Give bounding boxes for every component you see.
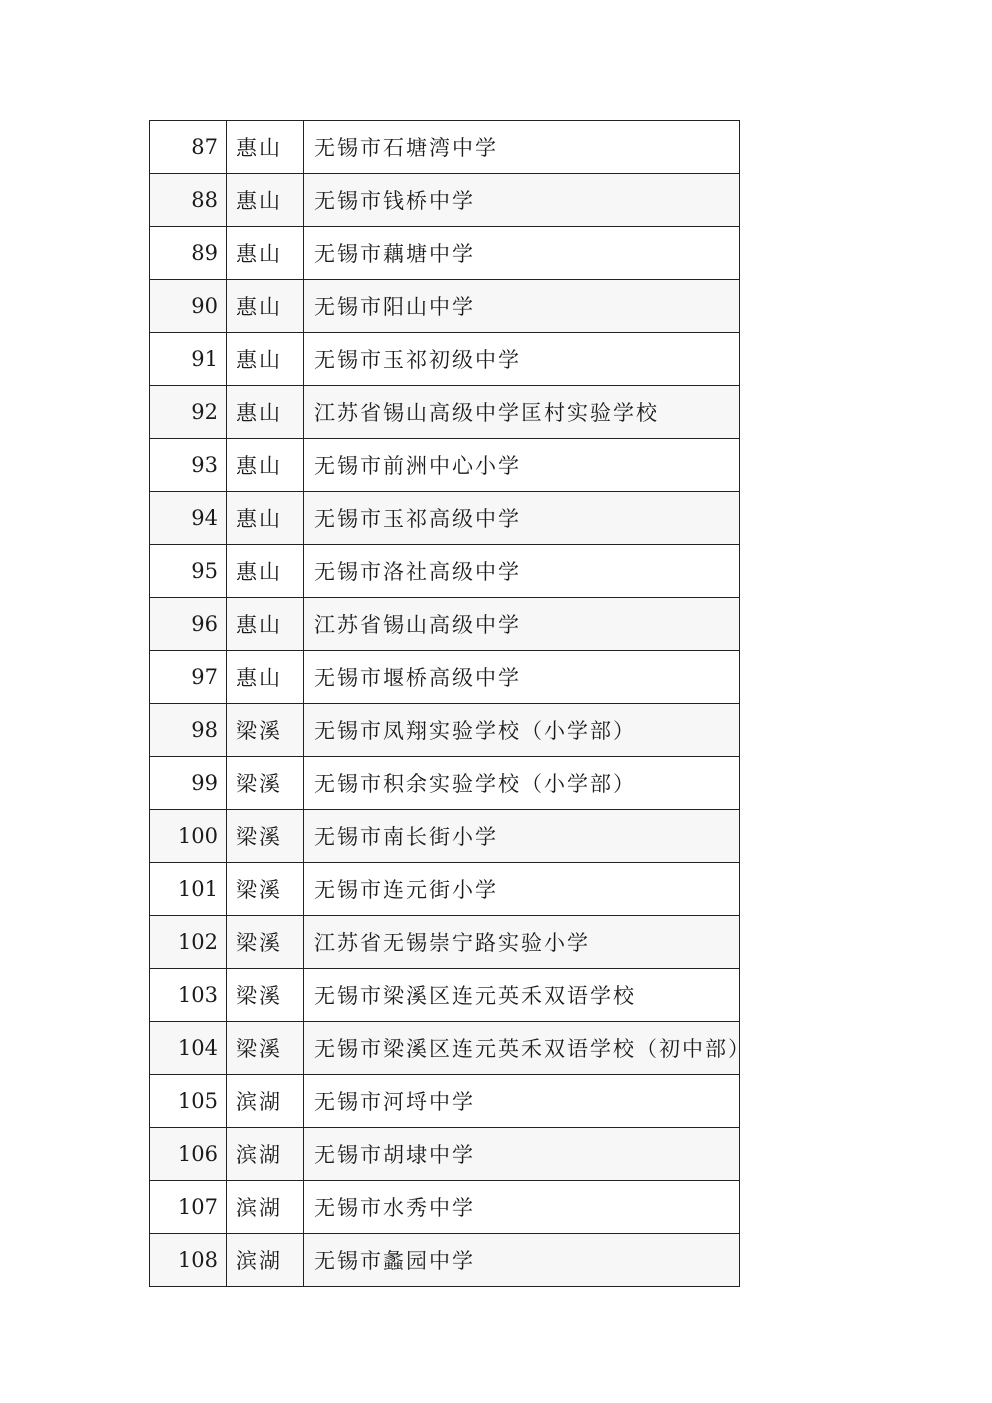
table-row <box>150 439 740 492</box>
district-cell: 惠山 <box>227 386 304 439</box>
row-number-cell: 108 <box>150 1234 227 1287</box>
row-number-cell: 105 <box>150 1075 227 1128</box>
district-cell: 梁溪 <box>227 1022 304 1075</box>
row-number-cell: 106 <box>150 1128 227 1181</box>
table-row <box>150 545 740 598</box>
district-cell: 滨湖 <box>227 1128 304 1181</box>
school-list-table <box>149 120 751 1287</box>
table-row <box>150 333 740 386</box>
table-row <box>150 598 740 651</box>
district-cell: 梁溪 <box>227 969 304 1022</box>
table-row <box>150 1075 740 1128</box>
row-number-cell: 103 <box>150 969 227 1022</box>
school-name-cell: 江苏省无锡崇宁路实验小学 <box>304 916 740 969</box>
table-row <box>150 969 740 1022</box>
school-name-cell: 无锡市前洲中心小学 <box>304 439 740 492</box>
school-name-cell: 无锡市凤翔实验学校（小学部） <box>304 704 740 757</box>
district-cell: 滨湖 <box>227 1234 304 1287</box>
school-name-cell: 无锡市梁溪区连元英禾双语学校（初中部） <box>304 1022 740 1075</box>
school-name-cell: 江苏省锡山高级中学匡村实验学校 <box>304 386 740 439</box>
district-cell: 滨湖 <box>227 1181 304 1234</box>
district-cell: 梁溪 <box>227 863 304 916</box>
school-name-cell: 无锡市洛社高级中学 <box>304 545 740 598</box>
table-row <box>150 121 740 174</box>
row-number-cell: 88 <box>150 174 227 227</box>
row-number-cell: 100 <box>150 810 227 863</box>
table-row <box>150 810 740 863</box>
district-cell: 惠山 <box>227 439 304 492</box>
school-name-cell: 无锡市积余实验学校（小学部） <box>304 757 740 810</box>
school-name-cell: 无锡市玉祁高级中学 <box>304 492 740 545</box>
district-cell: 梁溪 <box>227 916 304 969</box>
district-cell: 惠山 <box>227 174 304 227</box>
table-row <box>150 1022 740 1075</box>
school-name-cell: 无锡市玉祁初级中学 <box>304 333 740 386</box>
table-row <box>150 916 740 969</box>
row-number-cell: 89 <box>150 227 227 280</box>
school-name-cell: 无锡市水秀中学 <box>304 1181 740 1234</box>
table-row <box>150 280 740 333</box>
table-row <box>150 174 740 227</box>
table-row <box>150 1128 740 1181</box>
row-number-cell: 104 <box>150 1022 227 1075</box>
row-number-cell: 107 <box>150 1181 227 1234</box>
district-cell: 惠山 <box>227 651 304 704</box>
school-name-cell: 无锡市南长街小学 <box>304 810 740 863</box>
table-row <box>150 651 740 704</box>
row-number-cell: 97 <box>150 651 227 704</box>
school-name-cell: 无锡市石塘湾中学 <box>304 121 740 174</box>
school-name-cell: 无锡市胡埭中学 <box>304 1128 740 1181</box>
row-number-cell: 87 <box>150 121 227 174</box>
school-name-cell: 无锡市蠡园中学 <box>304 1234 740 1287</box>
district-cell: 惠山 <box>227 121 304 174</box>
district-cell: 惠山 <box>227 598 304 651</box>
school-name-cell: 无锡市连元街小学 <box>304 863 740 916</box>
school-name-cell: 无锡市阳山中学 <box>304 280 740 333</box>
table-row <box>150 227 740 280</box>
table-row <box>150 704 740 757</box>
row-number-cell: 91 <box>150 333 227 386</box>
district-cell: 滨湖 <box>227 1075 304 1128</box>
district-cell: 惠山 <box>227 333 304 386</box>
school-name-cell: 无锡市梁溪区连元英禾双语学校 <box>304 969 740 1022</box>
district-cell: 梁溪 <box>227 757 304 810</box>
school-name-cell: 无锡市河埒中学 <box>304 1075 740 1128</box>
row-number-cell: 96 <box>150 598 227 651</box>
row-number-cell: 90 <box>150 280 227 333</box>
row-number-cell: 93 <box>150 439 227 492</box>
table-row <box>150 1181 740 1234</box>
row-number-cell: 92 <box>150 386 227 439</box>
row-number-cell: 94 <box>150 492 227 545</box>
table-row <box>150 386 740 439</box>
school-name-cell: 江苏省锡山高级中学 <box>304 598 740 651</box>
school-name-cell: 无锡市钱桥中学 <box>304 174 740 227</box>
row-number-cell: 101 <box>150 863 227 916</box>
row-number-cell: 99 <box>150 757 227 810</box>
district-cell: 惠山 <box>227 227 304 280</box>
school-name-cell: 无锡市堰桥高级中学 <box>304 651 740 704</box>
row-number-cell: 95 <box>150 545 227 598</box>
district-cell: 梁溪 <box>227 810 304 863</box>
district-cell: 惠山 <box>227 545 304 598</box>
table-row <box>150 757 740 810</box>
table-row <box>150 492 740 545</box>
table-row <box>150 863 740 916</box>
district-cell: 惠山 <box>227 492 304 545</box>
district-cell: 惠山 <box>227 280 304 333</box>
district-cell: 梁溪 <box>227 704 304 757</box>
school-name-cell: 无锡市藕塘中学 <box>304 227 740 280</box>
row-number-cell: 98 <box>150 704 227 757</box>
table-row <box>150 1234 740 1287</box>
school-list-body <box>150 121 751 1287</box>
row-number-cell: 102 <box>150 916 227 969</box>
